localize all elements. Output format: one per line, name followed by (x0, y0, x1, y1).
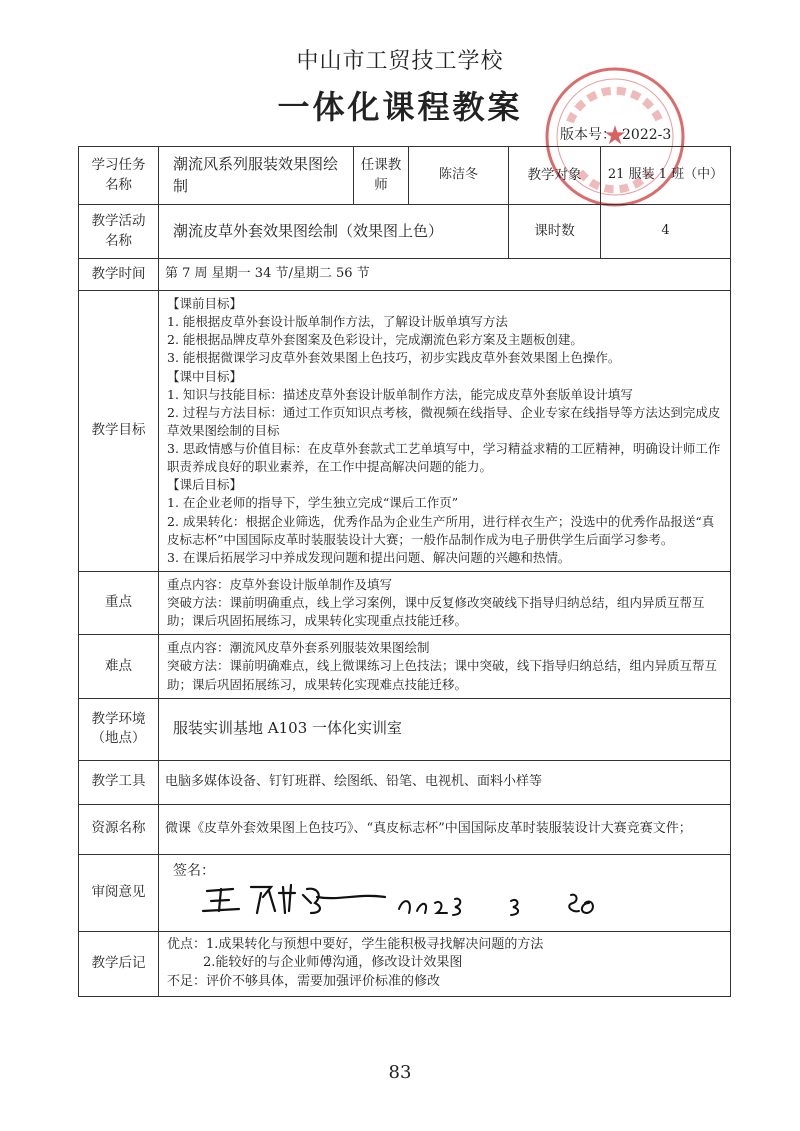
environment-value: 服装实训基地 A103 一体化实训室 (159, 698, 731, 760)
teacher-label: 任课教师 (354, 147, 409, 205)
row-time (79, 259, 731, 291)
objective-line: 【课中目标】 (167, 368, 243, 384)
difficulties-label: 难点 (79, 635, 159, 698)
school-name: 中山市工贸技工学校 (296, 49, 504, 74)
row-key-points (79, 571, 731, 634)
row-activity (79, 205, 731, 259)
lesson-plan-table (78, 146, 731, 997)
version-label: 版本号： (560, 127, 616, 143)
key-point-line: 突破方法：课前明确重点，线上学习案例，课中反复修改突破线下指导归纳总结，组内异质互帮互助；课后巩固拓展练习，成果转化实现重点技能迁移。 (167, 595, 705, 629)
reflection-content (159, 931, 731, 997)
difficulty-line: 重点内容：潮流风皮草外套系列服装效果图绘制 (167, 640, 430, 656)
row-resources (79, 804, 731, 854)
hours-label: 课时数 (509, 205, 601, 259)
resources-value: 微课《皮草外套效果图上色技巧》、“真皮标志杯”中国国际皮革时装服装设计大赛竞赛文件； (159, 804, 731, 854)
version-value: 2022-3 (622, 127, 672, 143)
time-value: 第 7 周 星期一 34 节/星期二 56 节 (159, 259, 731, 291)
objective-line: 2. 成果转化：根据企业筛选，优秀作品为企业生产所用，进行样衣生产；没选中的优秀作品报送“真皮标志杯”中国国际皮革时装服装设计大赛；一般作品制作成为电子册供学生后面学习参考。 (167, 513, 715, 547)
objective-line: 3. 在课后拓展学习中养成发现问题和提出问题、解决问题的兴趣和热情。 (167, 549, 571, 565)
objective-line: 2. 过程与方法目标：通过工作页知识点考核，微视频在线指导、企业专家在线指导等方法达到完成皮草效果图绘制的目标 (167, 404, 721, 438)
row-environment (79, 698, 731, 760)
target-label: 教学对象 (509, 147, 601, 205)
task-value: 潮流风系列服装效果图绘制 (159, 147, 354, 205)
objective-line: 【课前目标】 (167, 296, 243, 311)
tools-label: 教学工具 (79, 760, 159, 804)
row-review (79, 854, 731, 931)
objective-line: 1. 知识与技能目标：描述皮草外套设计版单制作方法，能完成皮草外套版单设计填写 (167, 386, 633, 402)
objective-line: 3. 能根据微课学习皮草外套效果图上色技巧，初步实践皮草外套效果图上色操作。 (167, 350, 621, 366)
objectives-label: 教学目标 (79, 291, 159, 572)
sign-label: 签名： (173, 862, 215, 879)
objective-line: 【课后目标】 (167, 477, 243, 493)
activity-value: 潮流皮草外套效果图绘制（效果图上色） (159, 205, 509, 259)
task-label: 学习任务名称 (79, 147, 159, 205)
reflection-line: 2.能较好的与企业师傅沟通，修改设计效果图 (203, 955, 463, 971)
objective-line: 3. 思政情感与价值目标：在皮草外套款式工艺单填写中，学习精益求精的工匠精神，明确设计师工作职责养成良好的职业素养，在工作中提高解决问题的能力。 (167, 441, 721, 475)
difficulties-content (159, 635, 731, 698)
key-points-content (159, 571, 731, 634)
key-points-label: 重点 (79, 571, 159, 634)
environment-label: 教学环境（地点） (79, 698, 159, 760)
hours-value: 4 (601, 205, 731, 259)
reflection-line: 不足：评价不够具体，需要加强评价标准的修改 (167, 974, 441, 990)
svg-text:★: ★ (603, 121, 627, 151)
row-reflection (79, 931, 731, 997)
reflection-line: 优点：1.成果转化与预想中要好，学生能积极寻找解决问题的方法 (167, 936, 544, 952)
difficulty-line: 突破方法：课前明确难点，线上微课练习上色技法；课中突破，线下指导归纳总结，组内异质互帮互助；课后巩固拓展练习，成果转化实现难点技能迁移。 (167, 658, 718, 692)
row-objectives (79, 291, 731, 572)
row-difficulties (79, 635, 731, 698)
activity-label: 教学活动名称 (79, 205, 159, 259)
teacher-value: 陈洁冬 (409, 147, 509, 205)
resources-label: 资源名称 (79, 804, 159, 854)
reflection-label: 教学后记 (79, 931, 159, 997)
handwritten-signature (199, 873, 619, 919)
page-number: 83 (388, 1062, 412, 1083)
objectives-content (159, 291, 731, 572)
time-label: 教学时间 (79, 259, 159, 291)
objective-line: 2. 能根据品牌皮草外套图案及色彩设计，完成潮流色彩方案及主题板创建。 (167, 332, 583, 348)
target-value: 21 服装 1 班（中） (601, 147, 731, 205)
row-tools (79, 760, 731, 804)
review-signature-cell (159, 854, 731, 931)
document-title: 一体化课程教案 (277, 88, 523, 126)
row-task (79, 147, 731, 205)
objective-line: 1. 能根据皮草外套设计版单制作方法，了解设计版单填写方法 (167, 314, 508, 330)
objective-line: 1. 在企业老师的指导下，学生独立完成“课后工作页” (167, 495, 459, 511)
key-point-line: 重点内容：皮草外套设计版单制作及填写 (167, 576, 393, 592)
tools-value: 电脑多媒体设备、钉钉班群、绘图纸、铅笔、电视机、面料小样等 (159, 760, 731, 804)
review-label: 审阅意见 (79, 854, 159, 931)
